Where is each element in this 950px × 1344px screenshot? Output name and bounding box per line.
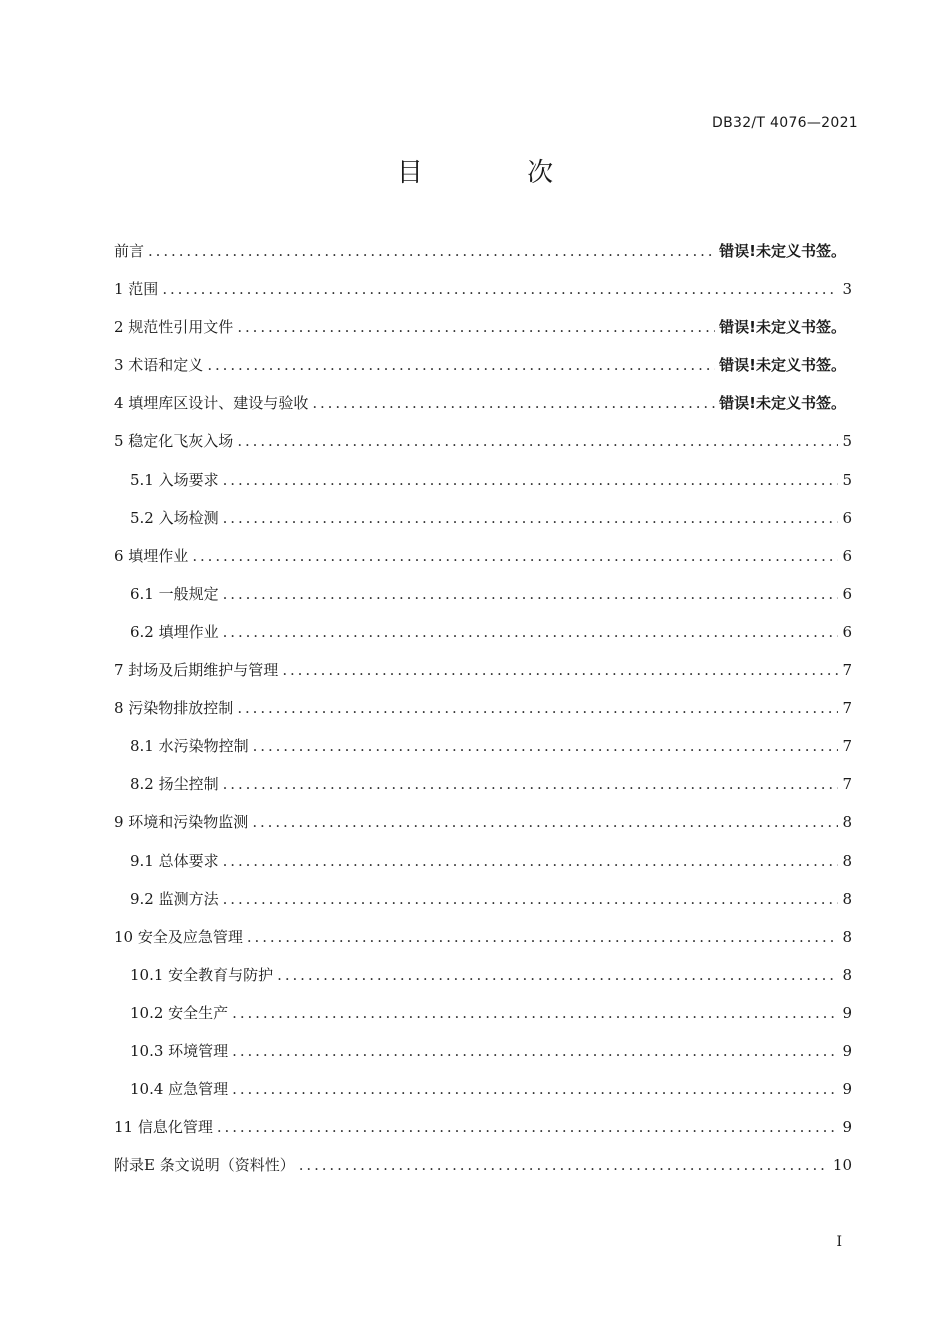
toc-dot-leader [232, 1070, 838, 1108]
toc-entry-page: 9 [842, 1041, 852, 1060]
toc-entry[interactable] [114, 270, 852, 308]
toc-dot-leader [252, 803, 838, 841]
toc-entry-page: 5 [842, 470, 852, 489]
toc-entry[interactable] [114, 422, 852, 460]
toc-dot-leader [162, 270, 838, 308]
toc-entry-bookmark-error: 错误!未定义书签。 [719, 318, 846, 337]
toc-dot-leader [223, 765, 839, 803]
toc-entry-page: 8 [842, 927, 852, 946]
toc-entry-label: 前言 [114, 242, 145, 260]
page-title: 目 次 [396, 158, 602, 188]
toc-entry-label: 附录E 条文说明（资料性） [114, 1156, 295, 1175]
toc-entry-page: 8 [842, 813, 852, 832]
toc-entry-label: 11 信息化管理 [114, 1118, 213, 1137]
toc-entry[interactable] [114, 1146, 852, 1184]
toc-dot-leader [223, 842, 839, 880]
toc-entry-label: 9.1 总体要求 [130, 851, 219, 870]
toc-entry[interactable] [114, 956, 852, 994]
document-code: DB32/T 4076—2021 [712, 115, 858, 131]
toc-entry[interactable] [114, 499, 852, 537]
toc-entry[interactable] [114, 994, 852, 1032]
toc-dot-leader [223, 575, 839, 613]
toc-entry[interactable] [114, 803, 852, 841]
toc-entry-label: 10.3 环境管理 [130, 1041, 229, 1060]
toc-dot-leader [232, 1032, 838, 1070]
toc-dot-leader [217, 1108, 839, 1146]
toc-entry-label: 10.2 安全生产 [130, 1003, 229, 1022]
toc-dot-leader [299, 1146, 829, 1184]
toc-dot-leader [237, 308, 715, 346]
toc-entry[interactable] [114, 613, 852, 651]
toc-entry-label: 2 规范性引用文件 [114, 318, 234, 337]
toc-entry[interactable] [114, 537, 852, 575]
toc-entry[interactable] [114, 727, 852, 765]
toc-entry-label: 7 封场及后期维护与管理 [114, 661, 279, 680]
toc-entry-page: 6 [842, 622, 852, 641]
toc-entry[interactable] [114, 575, 852, 613]
toc-dot-leader [223, 499, 839, 537]
toc-entry-page: 6 [842, 584, 852, 603]
toc-entry[interactable] [114, 765, 852, 803]
toc-entry-page: 6 [842, 546, 852, 565]
toc-entry[interactable] [114, 842, 852, 880]
toc-entry-label: 3 术语和定义 [114, 356, 204, 375]
toc-dot-leader [148, 232, 715, 270]
toc-dot-leader [223, 613, 839, 651]
toc-entry-label: 9 环境和污染物监测 [114, 813, 249, 832]
toc-dot-leader [237, 689, 838, 727]
toc-entry-label: 9.2 监测方法 [130, 889, 219, 908]
toc-entry-bookmark-error: 错误!未定义书签。 [719, 356, 846, 375]
toc-dot-leader [247, 918, 839, 956]
toc-dot-leader [223, 880, 839, 918]
table-of-contents [114, 232, 852, 1184]
toc-entry-bookmark-error: 错误!未定义书签。 [719, 394, 846, 413]
toc-entry-page: 5 [842, 432, 852, 451]
toc-entry-page: 7 [842, 699, 852, 718]
toc-dot-leader [312, 384, 715, 422]
toc-entry-label: 5.1 入场要求 [130, 470, 219, 489]
toc-entry-label: 8.2 扬尘控制 [130, 775, 219, 794]
toc-entry-page: 7 [842, 737, 852, 756]
toc-entry-label: 5.2 入场检测 [130, 508, 219, 527]
toc-entry-label: 10 安全及应急管理 [114, 927, 243, 946]
toc-entry-label: 5 稳定化飞灰入场 [114, 432, 234, 451]
toc-entry[interactable] [114, 1070, 852, 1108]
toc-dot-leader [237, 422, 838, 460]
toc-entry[interactable] [114, 232, 852, 270]
toc-dot-leader [207, 346, 715, 384]
toc-entry-label: 6.1 一般规定 [130, 584, 219, 603]
toc-entry-label: 4 填埋库区设计、建设与验收 [114, 394, 309, 413]
toc-entry[interactable] [114, 461, 852, 499]
toc-entry-label: 8.1 水污染物控制 [130, 737, 249, 756]
toc-entry-page: 9 [842, 1080, 852, 1099]
toc-entry[interactable] [114, 308, 852, 346]
toc-entry-label: 6 填埋作业 [114, 546, 189, 565]
toc-entry-page: 8 [842, 851, 852, 870]
toc-entry-page: 7 [842, 661, 852, 680]
toc-entry[interactable] [114, 918, 852, 956]
toc-dot-leader [282, 651, 838, 689]
toc-entry[interactable] [114, 346, 852, 384]
toc-entry[interactable] [114, 880, 852, 918]
toc-entry[interactable] [114, 1108, 852, 1146]
toc-entry-label: 8 污染物排放控制 [114, 699, 234, 718]
toc-entry[interactable] [114, 651, 852, 689]
toc-entry-page: 9 [842, 1118, 852, 1137]
toc-entry-label: 6.2 填埋作业 [130, 622, 219, 641]
toc-entry-label: 10.4 应急管理 [130, 1080, 229, 1099]
toc-entry[interactable] [114, 1032, 852, 1070]
toc-dot-leader [223, 461, 839, 499]
toc-dot-leader [192, 537, 838, 575]
toc-entry-page: 3 [842, 280, 852, 299]
toc-entry-page: 8 [842, 965, 852, 984]
toc-entry-page: 7 [842, 775, 852, 794]
toc-entry-page: 9 [842, 1003, 852, 1022]
toc-entry[interactable] [114, 689, 852, 727]
toc-entry-label: 1 范围 [114, 280, 159, 299]
toc-entry[interactable] [114, 384, 852, 422]
page-number: I [836, 1234, 842, 1250]
toc-entry-label: 10.1 安全教育与防护 [130, 965, 274, 984]
toc-dot-leader [232, 994, 838, 1032]
toc-dot-leader [277, 956, 838, 994]
toc-dot-leader [253, 727, 839, 765]
toc-entry-page: 10 [832, 1156, 852, 1175]
toc-entry-page: 8 [842, 889, 852, 908]
toc-entry-page: 6 [842, 508, 852, 527]
toc-entry-bookmark-error: 错误!未定义书签。 [719, 242, 846, 260]
